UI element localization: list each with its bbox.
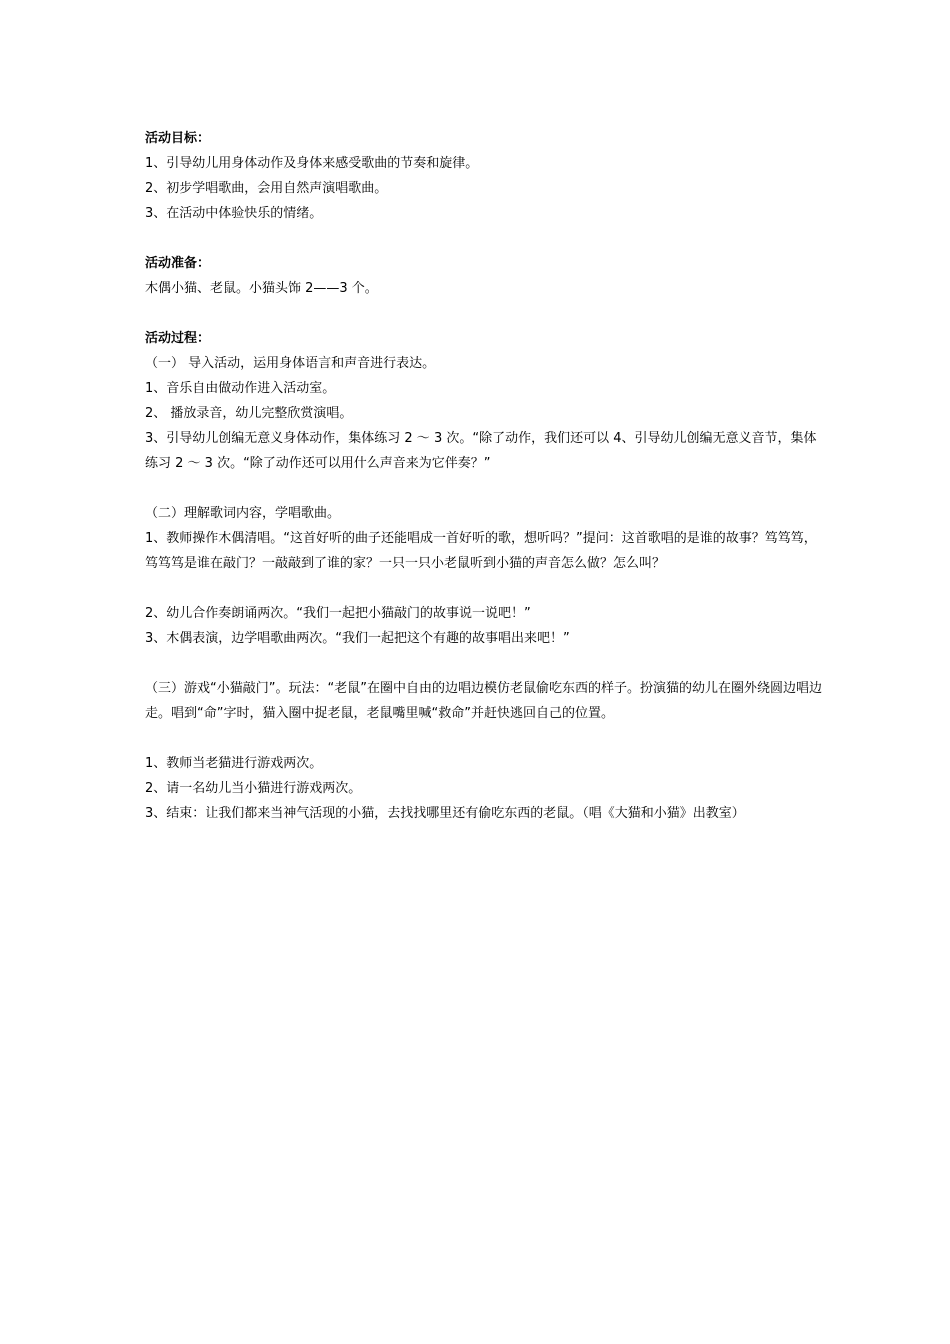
part2-title: （二）理解歌词内容，学唱歌曲。 bbox=[145, 506, 341, 521]
part2-item-3: 3、木偶表演，边学唱歌曲两次。“我们一起把这个有趣的故事唱出来吧！” bbox=[145, 631, 570, 646]
part1-item-1: 1、音乐自由做动作进入活动室。 bbox=[145, 381, 336, 396]
spacer bbox=[145, 226, 825, 251]
part3-title: （三）游戏“小猫敲门”。玩法：“老鼠”在圈中自由的边唱边模仿老鼠偷吃东西的样子。扮演猫的幼儿在圈外绕圆边唱边走。唱到“命”字时，猫入圈中捉老鼠，老鼠嘴里喊“救命”并赶快逃回自己的位置。 bbox=[145, 681, 822, 721]
part3-item-1: 1、教师当老猫进行游戏两次。 bbox=[145, 756, 323, 771]
spacer bbox=[145, 726, 825, 751]
part3-item-2: 2、请一名幼儿当小猫进行游戏两次。 bbox=[145, 781, 362, 796]
goals-heading: 活动目标： bbox=[145, 131, 211, 146]
prep-item-1: 木偶小猫、老鼠。小猫头饰 2——3 个。 bbox=[145, 281, 378, 296]
part3-item-3: 3、结束：让我们都来当神气活现的小猫，去找找哪里还有偷吃东西的老鼠。（唱《大猫和小猫》出教室） bbox=[145, 806, 745, 821]
spacer bbox=[145, 576, 825, 601]
spacer bbox=[145, 476, 825, 501]
process-heading: 活动过程： bbox=[145, 331, 211, 346]
goal-item-1: 1、引导幼儿用身体动作及身体来感受歌曲的节奏和旋律。 bbox=[145, 156, 479, 171]
goal-item-3: 3、在活动中体验快乐的情绪。 bbox=[145, 206, 323, 221]
part1-title: （一） 导入活动，运用身体语言和声音进行表达。 bbox=[145, 356, 436, 371]
goal-item-2: 2、初步学唱歌曲，会用自然声演唱歌曲。 bbox=[145, 181, 388, 196]
prep-heading: 活动准备： bbox=[145, 256, 211, 271]
part1-item-2: 2、 播放录音，幼儿完整欣赏演唱。 bbox=[145, 406, 353, 421]
part1-item-3: 3、引导幼儿创编无意义身体动作，集体练习 2 ～ 3 次。“除了动作，我们还可以 4、引导幼儿创编无意义音节，集体练习 2 ～ 3 次。“除了动作还可以用什么声音来为它伴奏？” bbox=[145, 431, 817, 471]
spacer bbox=[145, 651, 825, 676]
spacer bbox=[145, 301, 825, 326]
part2-item-1: 1、教师操作木偶清唱。“这首好听的曲子还能唱成一首好听的歌，想听吗？”提问：这首歌唱的是谁的故事？笃笃笃，笃笃笃是谁在敲门？一敲敲到了谁的家？一只一只小老鼠听到小猫的声音怎么做？怎么叫？ bbox=[145, 531, 817, 571]
part2-item-2: 2、幼儿合作奏朗诵两次。“我们一起把小猫敲门的故事说一说吧！” bbox=[145, 606, 531, 621]
document-body bbox=[145, 126, 825, 826]
